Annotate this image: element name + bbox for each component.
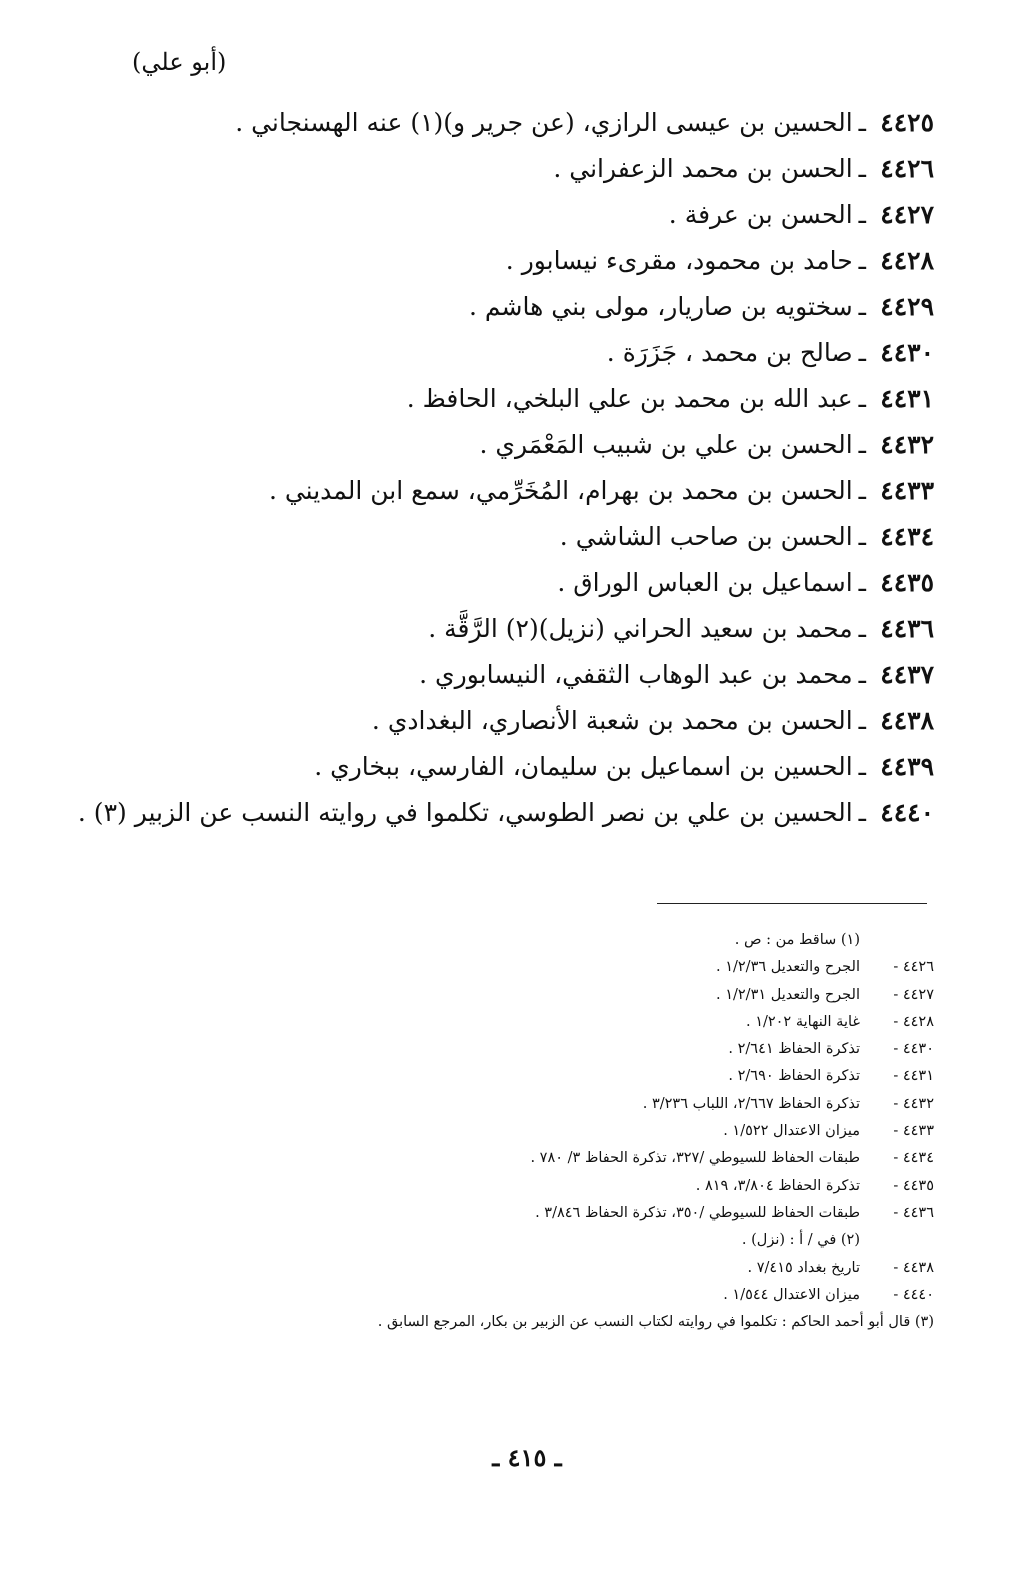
entry-number: ٤٤٣٣ bbox=[880, 476, 934, 505]
entry bbox=[114, 376, 934, 422]
entry-dash: ـ bbox=[858, 706, 866, 735]
entry-number: ٤٤٢٨ bbox=[880, 246, 934, 275]
footnote bbox=[154, 1091, 934, 1118]
entry bbox=[114, 330, 934, 376]
footnote-number: ٤٤٣٣ - bbox=[893, 1123, 934, 1140]
entry-dash: ـ bbox=[858, 384, 866, 413]
footnote-text: طبقات الحفاظ للسيوطي /٣٥٠، تذكرة الحفاظ ٣/٨٤٦ . bbox=[535, 1204, 860, 1221]
entry-list bbox=[77, 100, 934, 836]
entry-dash: ـ bbox=[858, 798, 866, 827]
footnote-text: (٢) في / أ : (نزل) . bbox=[741, 1232, 860, 1249]
entry-number: ٤٤٣١ bbox=[880, 384, 934, 413]
footnote bbox=[154, 1200, 934, 1227]
entry-number: ٤٤٣٦ bbox=[880, 614, 934, 643]
entry-dash: ـ bbox=[858, 568, 866, 597]
footnote bbox=[154, 927, 934, 954]
entry-text: سختويه بن صاريار، مولى بني هاشم . bbox=[469, 292, 853, 321]
entry-number: ٤٤٣٠ bbox=[880, 338, 934, 367]
footnote-divider bbox=[657, 903, 927, 904]
footnote-number: ٤٤٣٠ - bbox=[893, 1041, 934, 1058]
entry bbox=[114, 514, 934, 560]
entry-dash: ـ bbox=[858, 154, 866, 183]
entry bbox=[114, 422, 934, 468]
footnote-text: (١) ساقط من : ص . bbox=[734, 932, 860, 948]
entry-text: الحسن بن محمد بن شعبة الأنصاري، البغدادي . bbox=[371, 706, 853, 735]
footnote-text: تاريخ بغداد ٧/٤١٥ . bbox=[747, 1259, 860, 1276]
entry bbox=[114, 192, 934, 238]
footnote-number: ٤٤٣٨ - bbox=[893, 1259, 934, 1276]
entry bbox=[114, 652, 934, 698]
footnote bbox=[154, 1309, 934, 1336]
footnote-text: تذكرة الحفاظ ٣/٨٠٤، ٨١٩ . bbox=[695, 1177, 860, 1194]
footnote-number: ٤٤٣٢ - bbox=[893, 1095, 934, 1112]
footnote-text: غاية النهاية ١/٢٠٢ . bbox=[745, 1013, 860, 1030]
entry bbox=[114, 698, 934, 744]
entry-text: عبد الله بن محمد بن علي البلخي، الحافظ . bbox=[406, 384, 853, 413]
footnote bbox=[154, 1036, 934, 1063]
footnote-number: ٤٤٣٤ - bbox=[893, 1150, 934, 1167]
entry-number: ٤٤٢٩ bbox=[880, 292, 934, 321]
entry-number: ٤٤٣٧ bbox=[880, 660, 934, 689]
entry-text: الحسن بن علي بن شبيب المَعْمَري . bbox=[479, 430, 853, 459]
entry-dash: ـ bbox=[858, 752, 866, 781]
entry-text: الحسن بن محمد الزعفراني . bbox=[553, 154, 853, 183]
entry bbox=[114, 468, 934, 514]
footnote-text: تذكرة الحفاظ ٢/٦٤١ . bbox=[728, 1041, 860, 1058]
entry-text: حامد بن محمود، مقرىء نيسابور . bbox=[505, 246, 853, 275]
footnote-number: ٤٤٢٧ - bbox=[893, 986, 934, 1003]
footnote-number: ٤٤٣١ - bbox=[893, 1068, 934, 1085]
entry-text: الحسين بن عيسى الرازي، (عن جرير و)(١) عنه الهسنجاني . bbox=[235, 108, 853, 137]
entry-dash: ـ bbox=[858, 614, 866, 643]
entry-number: ٤٤٣٨ bbox=[880, 706, 934, 735]
footnote-number: ٤٤٢٦ - bbox=[893, 959, 934, 976]
entry-dash: ـ bbox=[858, 338, 866, 367]
entry-dash: ـ bbox=[858, 430, 866, 459]
entry-number: ٤٤٣٢ bbox=[880, 430, 934, 459]
entry-text: محمد بن سعيد الحراني (نزيل)(٢) الرَّقَّة . bbox=[428, 614, 853, 643]
entry-number: ٤٤٣٤ bbox=[880, 522, 934, 551]
entry-dash: ـ bbox=[858, 108, 866, 137]
footnote-number: ٤٤٢٨ - bbox=[893, 1013, 934, 1030]
footnote-text: ميزان الاعتدال ١/٥٤٤ . bbox=[723, 1286, 860, 1303]
footnote bbox=[154, 982, 934, 1009]
entry-text: الحسن بن محمد بن بهرام، المُخَرِّمي، سمع ابن المديني . bbox=[268, 476, 853, 505]
entry bbox=[114, 284, 934, 330]
entry bbox=[114, 606, 934, 652]
footnote bbox=[154, 1173, 934, 1200]
entry-dash: ـ bbox=[858, 292, 866, 321]
footnote-number: ٤٤٤٠ - bbox=[893, 1286, 934, 1303]
entry-text: محمد بن عبد الوهاب الثقفي، النيسابوري . bbox=[419, 660, 853, 689]
footnote-list bbox=[154, 927, 934, 1336]
entry-text: الحسن بن صاحب الشاشي . bbox=[559, 522, 853, 551]
footnote-text: تذكرة الحفاظ ٢/٦٩٠ . bbox=[728, 1068, 860, 1085]
entry bbox=[77, 790, 934, 836]
entry bbox=[114, 100, 934, 146]
entry-text: الحسين بن علي بن نصر الطوسي، تكلموا في روايته النسب عن الزبير (٣) . bbox=[77, 798, 853, 827]
entry bbox=[114, 744, 934, 790]
entry-number: ٤٤٢٦ bbox=[880, 154, 934, 183]
footnote bbox=[154, 1063, 934, 1090]
entry bbox=[114, 238, 934, 284]
footnote-text: ميزان الاعتدال ١/٥٢٢ . bbox=[723, 1123, 860, 1140]
footnote bbox=[154, 954, 934, 981]
entry-text: صالح بن محمد ، جَزَرَة . bbox=[606, 338, 853, 367]
footnote-text: تذكرة الحفاظ ٢/٦٦٧، اللباب ٣/٢٣٦ . bbox=[642, 1095, 860, 1112]
footnote bbox=[154, 1009, 934, 1036]
footnote bbox=[154, 1255, 934, 1282]
footnote bbox=[154, 1282, 934, 1309]
entry-dash: ـ bbox=[858, 522, 866, 551]
entry-number: ٤٤٣٩ bbox=[880, 752, 934, 781]
entry-dash: ـ bbox=[858, 246, 866, 275]
footnote-text: الجرح والتعديل ١/٢/٣١ . bbox=[716, 986, 860, 1003]
entry-dash: ـ bbox=[858, 476, 866, 505]
entry-text: الحسين بن اسماعيل بن سليمان، الفارسي، ببخاري . bbox=[314, 752, 853, 781]
running-head: (أبو علي) bbox=[132, 48, 227, 76]
page-number: ـ ٤١٥ ـ bbox=[492, 1443, 562, 1472]
entry-number: ٤٤٢٧ bbox=[880, 200, 934, 229]
entry-dash: ـ bbox=[858, 200, 866, 229]
footnote bbox=[154, 1118, 934, 1145]
entry-number: ٤٤٤٠ bbox=[880, 798, 934, 827]
entry bbox=[114, 146, 934, 192]
entry-number: ٤٤٢٥ bbox=[880, 108, 934, 137]
footnote bbox=[154, 1145, 934, 1172]
entry bbox=[114, 560, 934, 606]
entry-text: اسماعيل بن العباس الوراق . bbox=[557, 568, 853, 597]
footnote bbox=[154, 1227, 934, 1254]
entry-number: ٤٤٣٥ bbox=[880, 568, 934, 597]
footnote-text: طبقات الحفاظ للسيوطي /٣٢٧، تذكرة الحفاظ ٣/ ٧٨٠ . bbox=[530, 1150, 860, 1167]
footnote-text: الجرح والتعديل ١/٢/٣٦ . bbox=[716, 959, 860, 976]
footnote-number: ٤٤٣٦ - bbox=[893, 1204, 934, 1221]
entry-dash: ـ bbox=[858, 660, 866, 689]
footnote-text: (٣) قال أبو أحمد الحاكم : تكلموا في روايته لكتاب النسب عن الزبير بن بكار، المرجع السابق . bbox=[377, 1314, 934, 1331]
footnote-number: ٤٤٣٥ - bbox=[893, 1177, 934, 1194]
entry-text: الحسن بن عرفة . bbox=[668, 200, 853, 229]
